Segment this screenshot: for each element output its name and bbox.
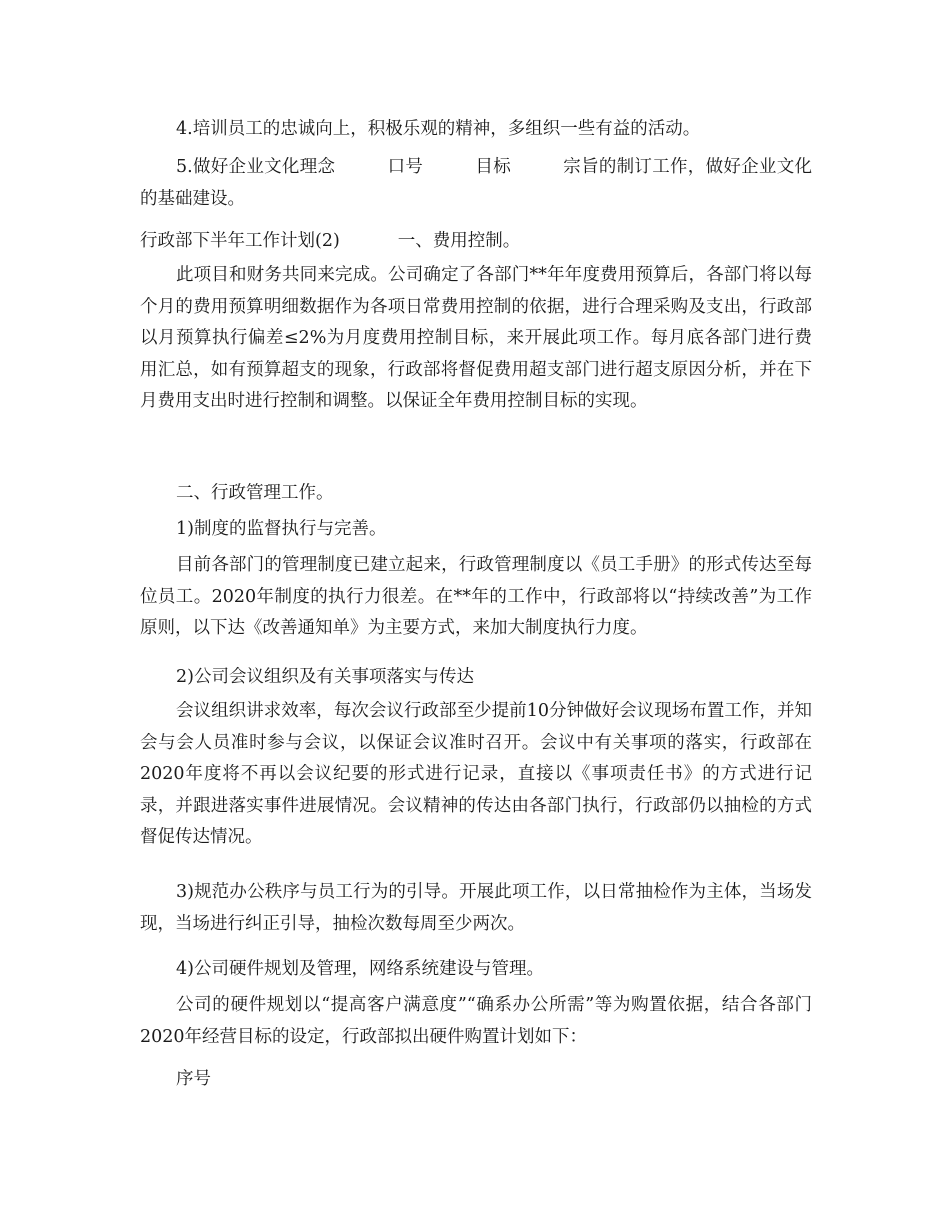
plan-heading-title: 行政部下半年工作计划(2) (140, 231, 340, 251)
subheading-meeting: 2)公司会议组织及有关事项落实与传达 (176, 667, 474, 687)
section-heading-admin: 二、行政管理工作。 (176, 483, 334, 503)
plan-heading (140, 226, 812, 258)
paragraph-cost-control: 此项目和财务共同来完成。公司确定了各部门**年年度费用预算后，各部门将以每个月的费用预算明细数据作为各项日常费用控制的依据，进行合理采购及支出，行政部以月预算执行偏差≤2%为月度费用控制目标，来开展此项工作。每月底各部门进行费用汇总，如有预算超支的现象，行政部将督促费用超支部门进行超支原因分析，并在下月费用支出时进行控制和调整。以保证全年费用控制目标的实现。 (140, 265, 812, 411)
paragraph-office-order: 3)规范办公秩序与员工行为的引导。开展此项工作，以日常抽检作为主体，当场发现，当场进行纠正引导，抽检次数每周至少两次。 (140, 882, 812, 934)
paragraph-hardware: 公司的硬件规划以“提高客户满意度”“确系办公所需”等为购置依据，结合各部门2020年经营目标的设定，行政部拟出硬件购置计划如下： (140, 995, 812, 1047)
paragraph-item-5 (140, 152, 812, 215)
subheading-system: 1)制度的监督执行与完善。 (176, 519, 387, 539)
item-5-slogan: 口号 (387, 157, 424, 177)
item-5-prefix: 5.做好企业文化理念 (176, 157, 336, 177)
plan-heading-subtitle: 一、费用控制。 (397, 231, 521, 251)
paragraph-meeting: 会议组织讲求效率，每次会议行政部至少提前10分钟做好会议现场布置工作，并知会与会人员准时参与会议，以保证会议准时召开。会议中有关事项的落实，行政部在2020年度将不再以会议纪要的形式进行记录，直接以《事项责任书》的方式进行记录，并跟进落实事件进展情况。会议精神的传达由各部门执行，行政部仍以抽检的方式督促传达情况。 (140, 701, 812, 847)
item-5-purpose: 宗旨的制订工作，做好企业文化的基础建设。 (140, 157, 813, 209)
item-5-goal: 目标 (475, 157, 511, 177)
subheading-hardware: 4)公司硬件规划及管理，网络系统建设与管理。 (176, 959, 544, 979)
paragraph-item-4: 4.培训员工的忠诚向上，积极乐观的精神，多组织一些有益的活动。 (176, 119, 701, 139)
paragraph-system: 目前各部门的管理制度已建立起来，行政管理制度以《员工手册》的形式传达至每位员工。2020年制度的执行力很差。在**年的工作中，行政部将以“持续改善”为工作原则，以下达《改善通知单》为主要方式，来加大制度执行力度。 (140, 555, 812, 638)
table-header-serial: 序号 (176, 1069, 211, 1089)
